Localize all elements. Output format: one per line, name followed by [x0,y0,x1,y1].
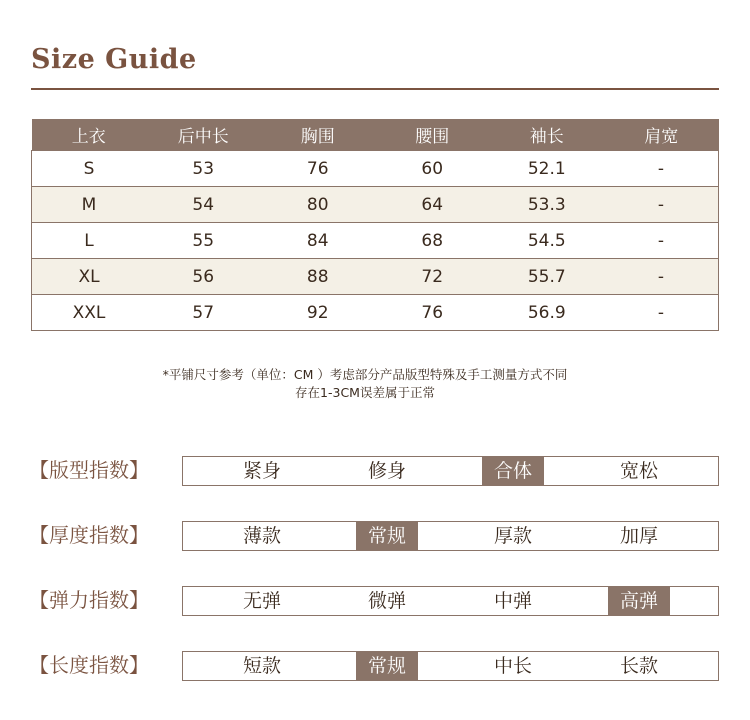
col-header-shoulder: 肩宽 [604,119,719,151]
length-option: 短款 [242,655,281,677]
table-cell: L [32,223,147,259]
table-cell: 56.9 [490,295,605,331]
length-option: 常规 [356,652,418,680]
table-cell: M [32,187,147,223]
table-cell: 57 [146,295,261,331]
table-cell: 72 [375,259,490,295]
col-header-waist: 腰围 [375,119,490,151]
table-cell: 52.1 [490,151,605,187]
col-header-back-length: 后中长 [146,119,261,151]
thickness-index-scale [182,521,719,551]
table-cell: 68 [375,223,490,259]
table-cell: XXL [32,295,147,331]
col-header-bust: 胸围 [261,119,376,151]
table-cell: 55.7 [490,259,605,295]
table-cell: 76 [261,151,376,187]
table-cell: 64 [375,187,490,223]
note-line-1: *平铺尺寸参考（单位：CM ）考虑部分产品版型特殊及手工测量方式不同 [162,367,568,382]
table-cell: 55 [146,223,261,259]
fit-index-row [29,455,719,486]
fit-index-scale [182,456,719,486]
table-cell: - [604,187,719,223]
table-cell: 76 [375,295,490,331]
thickness-option: 厚款 [493,525,532,547]
fit-option: 宽松 [619,460,658,482]
thickness-option: 加厚 [619,525,658,547]
thickness-option: 薄款 [242,525,281,547]
length-option: 中长 [493,655,532,677]
table-cell: - [604,259,719,295]
table-cell: 54 [146,187,261,223]
table-cell: - [604,295,719,331]
elasticity-option: 高弹 [608,587,670,615]
length-index-label: 【长度指数】 [29,653,149,677]
fit-option: 合体 [482,457,544,485]
table-cell: - [604,223,719,259]
elasticity-index-row [29,585,719,616]
table-row [32,295,719,331]
thickness-index-row [29,520,719,551]
table-row [32,151,719,187]
table-header-row [32,119,719,151]
title-divider [31,88,719,90]
elasticity-option: 微弹 [367,590,406,612]
elasticity-index-scale [182,586,719,616]
fit-index-label: 【版型指数】 [29,458,149,482]
table-cell: 54.5 [490,223,605,259]
length-index-scale [182,651,719,681]
thickness-option: 常规 [356,522,418,550]
page-title: Size Guide [31,44,197,75]
fit-option: 紧身 [242,460,281,482]
elasticity-index-label: 【弹力指数】 [29,588,149,612]
table-cell: 80 [261,187,376,223]
col-header-size: 上衣 [32,119,147,151]
table-cell: - [604,151,719,187]
table-cell: 56 [146,259,261,295]
table-cell: 53 [146,151,261,187]
thickness-index-label: 【厚度指数】 [29,523,149,547]
table-cell: 92 [261,295,376,331]
table-cell: 53.3 [490,187,605,223]
table-row [32,187,719,223]
measurement-note [0,366,730,402]
note-line-2: 存在1-3CM误差属于正常 [295,385,435,400]
table-row [32,223,719,259]
length-option: 长款 [619,655,658,677]
col-header-sleeve: 袖长 [490,119,605,151]
table-cell: S [32,151,147,187]
elasticity-option: 无弹 [242,590,281,612]
table-cell: 60 [375,151,490,187]
fit-option: 修身 [367,460,406,482]
size-table [31,119,719,331]
length-index-row [29,650,719,681]
table-cell: 84 [261,223,376,259]
elasticity-option: 中弹 [493,590,532,612]
table-cell: 88 [261,259,376,295]
table-cell: XL [32,259,147,295]
table-row [32,259,719,295]
